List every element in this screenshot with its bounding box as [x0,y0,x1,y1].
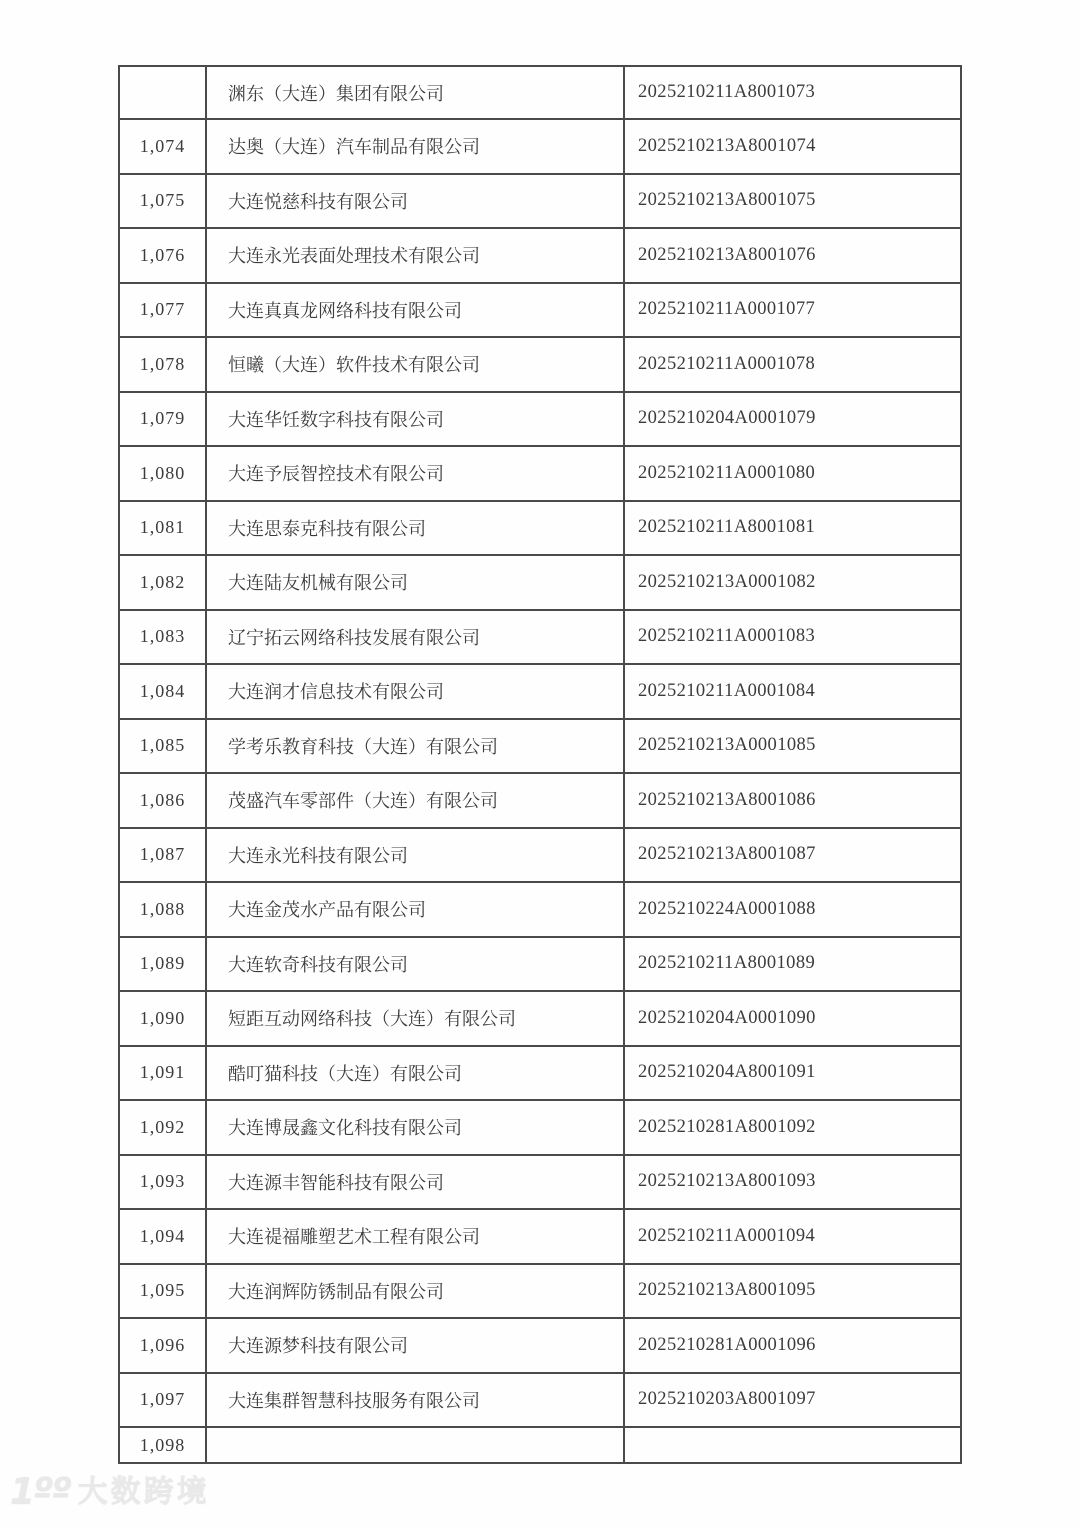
registration-code-cell: 2025210213A0001082 [624,555,961,610]
table-row [119,1046,961,1101]
row-number-cell: 1,083 [119,610,206,665]
row-number-cell: 1,076 [119,228,206,283]
registration-code-cell: 2025210213A8001095 [624,1264,961,1319]
table-row [119,828,961,883]
row-number-cell: 1,096 [119,1318,206,1373]
registration-code-cell: 2025210213A0001085 [624,719,961,774]
company-name-cell: 大连悦慈科技有限公司 [206,174,624,229]
registration-code-cell: 2025210213A8001093 [624,1155,961,1210]
row-number-cell: 1,081 [119,501,206,556]
registration-code-cell: 2025210281A8001092 [624,1100,961,1155]
company-name-cell: 大连陆友机械有限公司 [206,555,624,610]
row-number-cell: 1,097 [119,1373,206,1428]
registration-code-cell: 2025210213A8001086 [624,773,961,828]
table-row [119,555,961,610]
table-row [119,446,961,501]
company-name-cell: 大连真真龙网络科技有限公司 [206,283,624,338]
registration-code-cell: 2025210204A0001090 [624,991,961,1046]
registration-code-cell: 2025210211A0001080 [624,446,961,501]
registration-code-cell: 2025210213A8001087 [624,828,961,883]
row-number-cell: 1,078 [119,337,206,392]
table-row [119,392,961,447]
table-row [119,283,961,338]
registration-code-cell: 2025210211A0001094 [624,1209,961,1264]
row-number-cell: 1,085 [119,719,206,774]
registration-code-cell: 2025210211A8001089 [624,937,961,992]
row-number-cell: 1,093 [119,1155,206,1210]
company-name-cell: 大连永光表面处理技术有限公司 [206,228,624,283]
table-row [119,174,961,229]
table-row [119,337,961,392]
table-row [119,1373,961,1428]
company-name-cell: 短距互动网络科技（大连）有限公司 [206,991,624,1046]
company-name-cell [206,1427,624,1463]
watermark [10,1471,210,1512]
row-number-cell: 1,087 [119,828,206,883]
registration-code-cell: 2025210213A8001074 [624,119,961,174]
company-name-cell: 酷叮猫科技（大连）有限公司 [206,1046,624,1101]
registration-code-cell: 2025210211A0001077 [624,283,961,338]
row-number-cell: 1,092 [119,1100,206,1155]
table-row [119,937,961,992]
row-number-cell: 1,088 [119,882,206,937]
company-registry-table [118,65,960,1464]
company-name-cell: 大连润辉防锈制品有限公司 [206,1264,624,1319]
company-name-cell: 渊东（大连）集团有限公司 [206,66,624,119]
row-number-cell: 1,080 [119,446,206,501]
registration-code-cell [624,1427,961,1463]
row-number-cell: 1,074 [119,119,206,174]
registration-code-cell: 2025210213A8001076 [624,228,961,283]
table-row [119,1155,961,1210]
row-number-cell: 1,084 [119,664,206,719]
registration-code-cell: 2025210211A0001084 [624,664,961,719]
registration-code-cell: 2025210204A8001091 [624,1046,961,1101]
company-name-cell: 恒曦（大连）软件技术有限公司 [206,337,624,392]
company-name-cell: 达奥（大连）汽车制品有限公司 [206,119,624,174]
row-number-cell: 1,094 [119,1209,206,1264]
company-name-cell: 辽宁拓云网络科技发展有限公司 [206,610,624,665]
company-name-cell: 大连金茂水产品有限公司 [206,882,624,937]
table-row [119,119,961,174]
company-name-cell: 大连华饪数字科技有限公司 [206,392,624,447]
row-number-cell: 1,095 [119,1264,206,1319]
company-name-cell: 大连软奇科技有限公司 [206,937,624,992]
row-number-cell: 1,079 [119,392,206,447]
registration-code-cell: 2025210211A0001078 [624,337,961,392]
table-row [119,1427,961,1463]
table-row [119,501,961,556]
row-number-cell: 1,098 [119,1427,206,1463]
company-name-cell: 大连禔福雕塑艺术工程有限公司 [206,1209,624,1264]
company-name-cell: 大连源梦科技有限公司 [206,1318,624,1373]
row-number-cell: 1,090 [119,991,206,1046]
company-name-cell: 大连予辰智控技术有限公司 [206,446,624,501]
row-number-cell: 1,091 [119,1046,206,1101]
row-number-cell: 1,075 [119,174,206,229]
table-row [119,610,961,665]
table-row [119,773,961,828]
row-number-cell: 1,082 [119,555,206,610]
registration-code-cell: 2025210211A8001073 [624,66,961,119]
company-name-cell: 大连集群智慧科技服务有限公司 [206,1373,624,1428]
registration-code-cell: 2025210213A8001075 [624,174,961,229]
watermark-logo-icon: 1ºº [10,1471,70,1512]
company-name-cell: 学考乐教育科技（大连）有限公司 [206,719,624,774]
row-number-cell: 1,077 [119,283,206,338]
company-name-cell: 大连博晟鑫文化科技有限公司 [206,1100,624,1155]
registration-code-cell: 2025210203A8001097 [624,1373,961,1428]
company-table-body [119,66,961,1463]
watermark-text: 大数跨境 [77,1474,210,1509]
company-name-cell: 大连源丰智能科技有限公司 [206,1155,624,1210]
registration-code-cell: 2025210281A0001096 [624,1318,961,1373]
company-name-cell: 茂盛汽车零部件（大连）有限公司 [206,773,624,828]
row-number-cell [119,66,206,119]
table-row [119,991,961,1046]
company-name-cell: 大连润才信息技术有限公司 [206,664,624,719]
registration-code-cell: 2025210204A0001079 [624,392,961,447]
row-number-cell: 1,089 [119,937,206,992]
table-row [119,1318,961,1373]
table-row [119,1264,961,1319]
table-row [119,719,961,774]
company-name-cell: 大连思泰克科技有限公司 [206,501,624,556]
table-row [119,1209,961,1264]
table-row [119,882,961,937]
registration-code-cell: 2025210211A0001083 [624,610,961,665]
row-number-cell: 1,086 [119,773,206,828]
company-name-cell: 大连永光科技有限公司 [206,828,624,883]
table-row [119,664,961,719]
table-row [119,1100,961,1155]
registration-code-cell: 2025210224A0001088 [624,882,961,937]
table-row [119,228,961,283]
table-row [119,66,961,119]
registration-code-cell: 2025210211A8001081 [624,501,961,556]
